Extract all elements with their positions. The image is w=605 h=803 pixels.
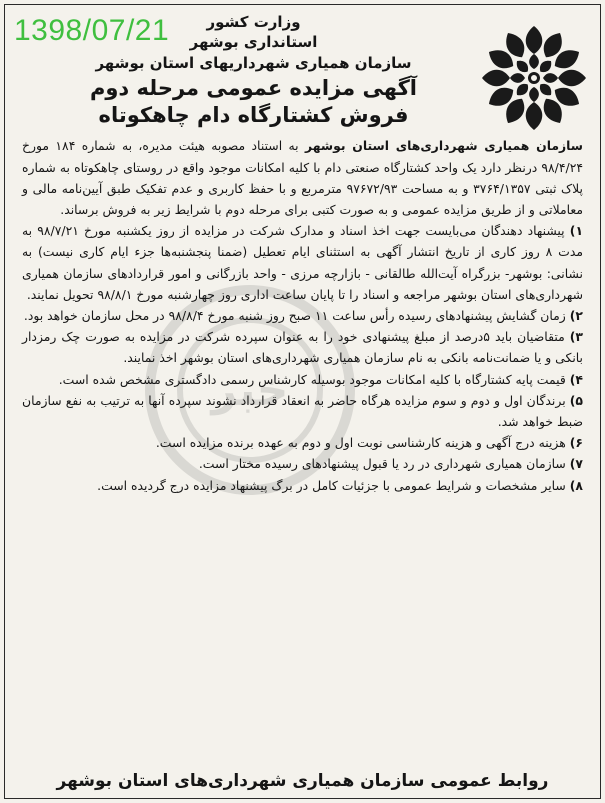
condition-item [22, 369, 583, 390]
condition-number: ۲) [569, 307, 583, 323]
intro-organization: سازمان همیاری شهرداری‌های استان بوشهر [305, 138, 583, 154]
condition-item [22, 390, 583, 432]
condition-text: برندگان اول و دوم و سوم مزایده هرگاه حاضر به انعقاد قرارداد نشوند سپرده آنها به ترتیب به نفع سازمان ضبط خواهد شد. [22, 392, 583, 429]
condition-item [22, 432, 583, 453]
condition-item [22, 453, 583, 474]
ministry-name: وزارت کشور [206, 13, 301, 31]
condition-item [22, 220, 583, 305]
notice-body [10, 135, 595, 495]
watermark-text: خبر [211, 365, 289, 416]
intro-text: به استناد مصوبه هیئت مدیره، به شماره ۱۸۴ مورخ ۹۸/۴/۲۴ درنظر دارد یک واحد کشتارگاه صنعتی دام با کلیه امکانات موجود واقع در روستای چاهکوتاه به شماره پلاک ثبتی ۳۷۶۴/۱۳۵۷ و به مساحت ۹۷۶۷۲/۹۳ مترمربع و با حفظ کاربری و عدم تفکیک طبق آیین‌نامه مالی و معاملاتی و از طریق مزایده عمومی و به صورت کتبی برای مرحله دوم با شرایط زیر به فروش برساند. [22, 138, 583, 217]
condition-text: سازمان همیاری شهرداری در رد یا قبول پیشنهادهای رسیده مختار است. [198, 456, 566, 472]
notice-subtitle: فروش کشتارگاه دام چاهکوتاه [98, 103, 409, 128]
condition-text: قیمت پایه کشتارگاه با کلیه امکانات موجود بوسیله کارشناس رسمی دادگستری مشخص شده است. [58, 371, 566, 387]
governorate-name: استانداری بوشهر [189, 33, 318, 52]
condition-item [22, 475, 583, 496]
condition-text: سایر مشخصات و شرایط عمومی با جزئیات کامل در برگ پیشنهاد مزایده درج گردیده است. [97, 477, 566, 493]
condition-text: پیشنهاد دهندگان می‌بایست جهت اخذ اسناد و مدارک شرکت در مزایده از روز یکشنبه مورخ ۹۸/۷/۲۱ به مدت ۸ روز کاری از تاریخ انتشار آگهی به استثنای ایام تعطیل (ضمنا پنجشنبه‌ها جزء ایام کاری نیست) به نشانی: بوشهر- بزرگراه آیت‌الله طالقانی - بازارچه مرزی - واحد بازرگانی و امور قراردادهای سازمان همیاری شهرداری‌های استان بوشهر مراجعه و اسناد را تا پایان ساعت اداری روز چهارشنبه مورخ ۹۸/۸/۱ تحویل نمایند. [22, 223, 583, 302]
condition-number: ۴) [569, 371, 583, 387]
notice-title: آگهی مزایده عمومی مرحله دوم [89, 75, 417, 100]
condition-number: ۷) [569, 456, 583, 472]
condition-number: ۳) [569, 329, 583, 345]
condition-number: ۱) [569, 223, 584, 239]
condition-item [22, 305, 583, 326]
condition-item [22, 326, 583, 368]
condition-text: هزینه درج آگهی و هزینه کارشناسی نوبت اول و دوم به عهده برنده مزایده است. [155, 435, 566, 451]
public-relations-signature: روابط عمومی سازمان همیاری شهرداری‌های استان بوشهر [56, 771, 549, 791]
condition-number: ۵) [569, 392, 583, 408]
organization-name: سازمان همیاری شهرداریهای استان بوشهر [95, 53, 412, 72]
notice-header [24, 6, 483, 129]
condition-text: زمان گشایش پیشنهادهای رسیده رأس ساعت ۱۱ صبح روز شنبه مورخ ۹۸/۸/۴ در محل سازمان خواهد بود. [23, 307, 566, 323]
condition-number: ۶) [569, 435, 583, 451]
date-stamp: 1398/07/21 [14, 14, 170, 47]
intro-paragraph [22, 135, 583, 220]
rosette-emblem-svg [479, 22, 589, 134]
rosette-emblem-icon [479, 22, 589, 134]
condition-number: ۸) [569, 477, 583, 493]
condition-text: متقاضیان باید ۵درصد از مبلغ پیشنهادی خود را به عنوان سپرده شرکت در مزایده به صورت چک رمزدار بانکی و یا ضمانت‌نامه بانکی به نام سازمان همیاری شهرداری‌های استان بوشهر اخذ نمایند. [22, 329, 583, 366]
